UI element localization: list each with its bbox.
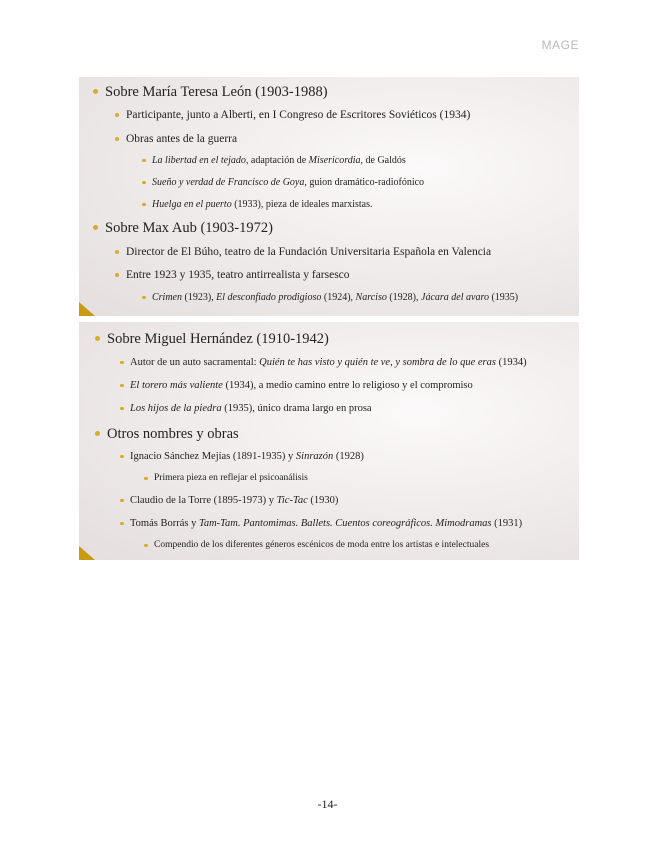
- list-item: Ignacio Sánchez Mejías (1891-1935) y Sinrazón (1928): [130, 451, 364, 462]
- header-mark: MAGE: [541, 38, 579, 52]
- slide-2: [79, 322, 579, 560]
- bullet-icon: [142, 159, 146, 163]
- bullet-icon: [120, 361, 124, 365]
- heading-maria-teresa-leon: Sobre María Teresa León (1903-1988): [105, 84, 328, 101]
- sub-list-item: Compendio de los diferentes géneros escénicos de moda entre los artistas e intelectuales: [154, 540, 489, 550]
- list-item: Autor de un auto sacramental: Quién te has visto y quién te ve, y sombra de lo que eras (1934): [130, 357, 527, 368]
- bullet-icon: [115, 113, 119, 117]
- bullet-icon: [120, 384, 124, 388]
- bullet-icon: [120, 455, 124, 459]
- bullet-icon: [120, 522, 124, 526]
- sub-list-item: Huelga en el puerto (1933), pieza de ideales marxistas.: [152, 199, 372, 210]
- corner-accent: [79, 302, 95, 316]
- bullet-icon: [142, 181, 146, 185]
- list-item: Los hijos de la piedra (1935), único drama largo en prosa: [130, 403, 372, 414]
- bullet-icon: [93, 225, 98, 230]
- sub-list-item: Crimen (1923), El desconfiado prodigioso (1924), Narciso (1928), Jácara del avaro (1935): [152, 292, 518, 303]
- slide-1: [79, 77, 579, 316]
- bullet-icon: [95, 336, 100, 341]
- list-item: Obras antes de la guerra: [126, 133, 237, 145]
- list-item: Director de El Búho, teatro de la Fundación Universitaria Española en Valencia: [126, 246, 491, 258]
- list-item: Tomás Borrás y Tam-Tam. Pantomimas. Ballets. Cuentos coreográficos. Mimodramas (1931): [130, 518, 522, 529]
- corner-accent: [79, 546, 95, 560]
- bullet-icon: [120, 407, 124, 411]
- bullet-icon: [115, 250, 119, 254]
- sub-list-item: La libertad en el tejado, adaptación de Misericordia, de Galdós: [152, 155, 406, 166]
- sub-list-item: Sueño y verdad de Francisco de Goya, guion dramático-radiofónico: [152, 177, 424, 188]
- bullet-icon: [144, 544, 148, 548]
- bullet-icon: [144, 477, 148, 481]
- sub-list-item: Primera pieza en reflejar el psicoanálisis: [154, 473, 308, 483]
- list-item: Entre 1923 y 1935, teatro antirrealista y farsesco: [126, 269, 350, 281]
- bullet-icon: [142, 203, 146, 207]
- list-item: Participante, junto a Alberti, en I Congreso de Escritores Soviéticos (1934): [126, 109, 470, 121]
- heading-miguel-hernandez: Sobre Miguel Hernández (1910-1942): [107, 331, 329, 348]
- page-number: -14-: [317, 797, 338, 811]
- list-item: El torero más valiente (1934), a medio camino entre lo religioso y el compromiso: [130, 380, 473, 391]
- heading-max-aub: Sobre Max Aub (1903-1972): [105, 220, 273, 237]
- bullet-icon: [142, 296, 146, 300]
- list-item: Claudio de la Torre (1895-1973) y Tic-Tac (1930): [130, 495, 338, 506]
- bullet-icon: [95, 431, 100, 436]
- bullet-icon: [120, 499, 124, 503]
- bullet-icon: [115, 273, 119, 277]
- heading-otros-nombres: Otros nombres y obras: [107, 426, 239, 443]
- bullet-icon: [93, 89, 98, 94]
- bullet-icon: [115, 137, 119, 141]
